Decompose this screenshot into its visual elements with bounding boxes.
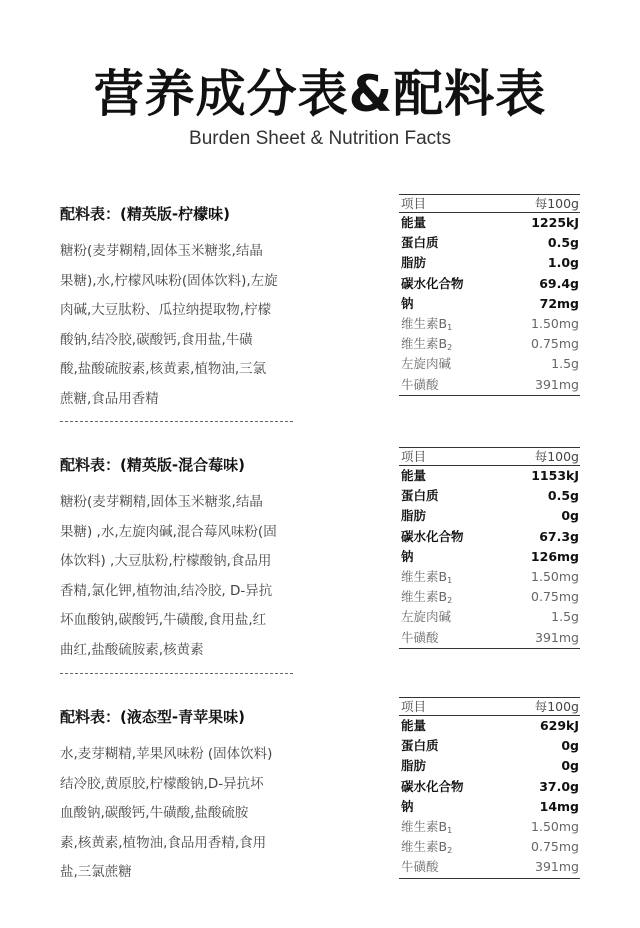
nutrient-value: 72mg [539,295,579,311]
nutrient-name-text: 碳水化合物 [401,528,464,544]
section-divider [60,421,293,422]
ingredients-title: 配料表：(液态型-青苹果味) [60,708,245,726]
nutrient-value: 126mg [530,548,579,564]
nutrient-name [401,466,426,486]
nutrient-name-text: 钠 [401,798,414,814]
nutrition-row [399,777,580,797]
nutrient-value: 37.0g [539,778,579,794]
nutrition-header-row [399,447,580,466]
nutrient-name [401,486,439,506]
nutrient-name-text: 维生素B [401,315,448,331]
nutrient-name [401,375,439,395]
nutrition-row [399,233,580,253]
nutrition-row [399,486,580,506]
nutrition-row [399,334,580,354]
nutrient-value: 391mg [535,376,579,392]
nutrient-subscript: 1 [447,322,453,332]
ingredients-text [60,488,310,665]
nutrient-value: 391mg [535,629,579,645]
nutrient-name [401,506,426,526]
ingredients-line: 香精,氯化钾,植物油,结冷胶, D-异抗 [60,582,273,599]
nutrient-name [401,736,439,756]
nutrient-name [401,797,414,817]
nutrient-name-text: 维生素B [401,839,448,855]
nutrient-name-text: 牛磺酸 [401,859,439,875]
nutrient-value: 0.75mg [531,589,579,605]
nutrition-row [399,607,580,627]
nutrient-value: 1.50mg [531,818,579,834]
nutrient-value: 1.0g [547,255,579,271]
nutrient-subscript: 2 [447,596,453,606]
nutrition-row [399,567,580,587]
ingredients-line: 果糖),水,柠檬风味粉(固体饮料),左旋 [60,272,278,289]
nutrient-name [401,253,426,273]
nutrient-subscript: 1 [447,575,453,585]
ingredients-line: 蔗糖,食品用香精 [60,390,159,407]
ingredients-title: 配料表：(精英版-混合莓味) [60,456,245,474]
nutrition-row [399,837,580,857]
nutrient-name [401,777,464,797]
ingredients-line: 坏血酸钠,碳酸钙,牛磺酸,食用盐,红 [60,612,267,628]
nutrition-row [399,736,580,756]
nutrition-row [399,314,580,334]
nutrient-name-text: 牛磺酸 [401,376,439,392]
nutrient-value: 1225kJ [531,215,579,230]
nutrient-name [401,628,439,648]
header-unit-label: 每100g [534,449,579,464]
nutrient-name-text: 碳水化合物 [401,275,464,291]
nutrient-name [401,213,426,233]
nutrition-row [399,628,580,649]
nutrient-name-text: 蛋白质 [401,738,439,754]
section-divider [60,673,293,674]
nutrient-value: 1.50mg [531,315,579,331]
nutrient-name-text: 维生素B [401,589,448,605]
nutrient-name-text: 碳水化合物 [401,778,464,794]
nutrient-name-text: 脂肪 [401,255,427,271]
nutrient-subscript: 2 [447,343,453,353]
nutrient-value: 69.4g [539,275,579,291]
nutrient-value: 391mg [535,859,579,875]
nutrition-row [399,274,580,294]
nutrient-value: 0.5g [547,488,579,504]
nutrition-row [399,466,580,486]
nutrient-subscript: 2 [447,846,453,856]
ingredients-line: 肉碱,大豆肽粉、瓜拉纳提取物,柠檬 [60,302,272,318]
ingredients-line: 曲红,盐酸硫胺素,核黄素 [60,641,204,658]
nutrient-value: 1.5g [551,609,579,625]
nutrition-row [399,857,580,878]
nutrient-value: 0.75mg [531,336,579,352]
nutrient-name [401,547,414,567]
nutrient-name-text: 钠 [401,295,414,311]
nutrient-name [401,274,464,294]
ingredients-line: 果糖) ,水,左旋肉碱,混合莓风味粉(固 [60,523,277,540]
nutrition-row [399,375,580,396]
nutrition-row [399,253,580,273]
nutrient-name [401,607,451,627]
ingredients-text [60,237,310,414]
nutrition-row [399,294,580,314]
nutrient-name [401,756,426,776]
nutrient-name-text: 蛋白质 [401,488,439,504]
nutrient-value: 0g [561,738,579,754]
nutrition-row [399,354,580,374]
nutrition-table [399,697,580,879]
nutrient-name [401,857,439,877]
nutrition-row [399,547,580,567]
nutrient-name-text: 能量 [401,215,427,230]
nutrition-row [399,587,580,607]
nutrition-table [399,194,580,396]
nutrient-value: 0.5g [547,235,579,251]
nutrition-row [399,527,580,547]
ingredients-text [60,740,310,888]
ingredients-line: 酸,盐酸硫胺素,核黄素,植物油,三氯 [60,361,267,377]
nutrition-row [399,506,580,526]
ingredients-line: 结冷胶,黄原胶,柠檬酸钠,D-异抗坏 [60,775,264,792]
header-item-label: 项目 [401,449,427,464]
nutrient-value: 67.3g [539,528,579,544]
page-subtitle: Burden Sheet & Nutrition Facts [189,128,451,149]
header-unit-label: 每100g [534,699,579,714]
nutrient-name [401,294,414,314]
nutrient-name-text: 牛磺酸 [401,629,439,645]
nutrient-name [401,233,439,253]
ingredients-line: 盐,三氯蔗糖 [60,864,132,880]
nutrition-row [399,213,580,233]
ingredients-line: 体饮料) ,大豆肽粉,柠檬酸钠,食品用 [60,553,272,569]
nutrient-value: 1153kJ [531,468,579,483]
nutrient-value: 14mg [539,798,579,814]
nutrition-row [399,817,580,837]
nutrition-header-row [399,194,580,213]
nutrition-row [399,756,580,776]
nutrient-name-text: 蛋白质 [401,235,439,251]
header-item-label: 项目 [401,196,427,211]
nutrient-value: 0g [561,508,579,524]
header-item-label: 项目 [401,699,427,714]
nutrient-value: 1.5g [551,356,579,372]
nutrition-row [399,797,580,817]
nutrient-name-text: 能量 [401,718,427,733]
ingredients-line: 糖粉(麦芽糊精,固体玉米糖浆,结晶 [60,494,263,510]
ingredients-title: 配料表：(精英版-柠檬味) [60,205,230,223]
header-unit-label: 每100g [534,196,579,211]
nutrient-subscript: 1 [447,825,453,835]
nutrient-name-text: 维生素B [401,336,448,352]
nutrient-name-text: 左旋肉碱 [401,609,452,625]
nutrient-name-text: 脂肪 [401,758,427,774]
nutrient-name [401,527,464,547]
nutrition-header-row [399,697,580,716]
nutrient-name-text: 能量 [401,468,427,483]
ingredients-line: 水,麦芽糊精,苹果风味粉 (固体饮料) [60,746,273,762]
nutrient-value: 1.50mg [531,568,579,584]
nutrient-value: 629kJ [539,718,579,733]
nutrient-name [401,354,451,374]
ingredients-line: 血酸钠,碳酸钙,牛磺酸,盐酸硫胺 [60,805,249,821]
nutrient-name-text: 脂肪 [401,508,427,524]
nutrient-name [401,716,426,736]
ingredients-line: 糖粉(麦芽糊精,固体玉米糖浆,结晶 [60,243,263,259]
ingredients-line: 酸钠,结冷胶,碳酸钙,食用盐,牛磺 [60,331,253,348]
ingredients-line: 素,核黄素,植物油,食品用香精,食用 [60,834,267,851]
nutrient-value: 0g [561,758,579,774]
nutrient-name-text: 维生素B [401,568,448,584]
page-title: 营养成分表&配料表 [93,65,547,123]
nutrient-name-text: 维生素B [401,818,448,834]
nutrient-name-text: 左旋肉碱 [401,356,452,372]
nutrient-value: 0.75mg [531,839,579,855]
nutrition-row [399,716,580,736]
nutrition-table [399,447,580,649]
nutrient-name-text: 钠 [401,548,414,564]
